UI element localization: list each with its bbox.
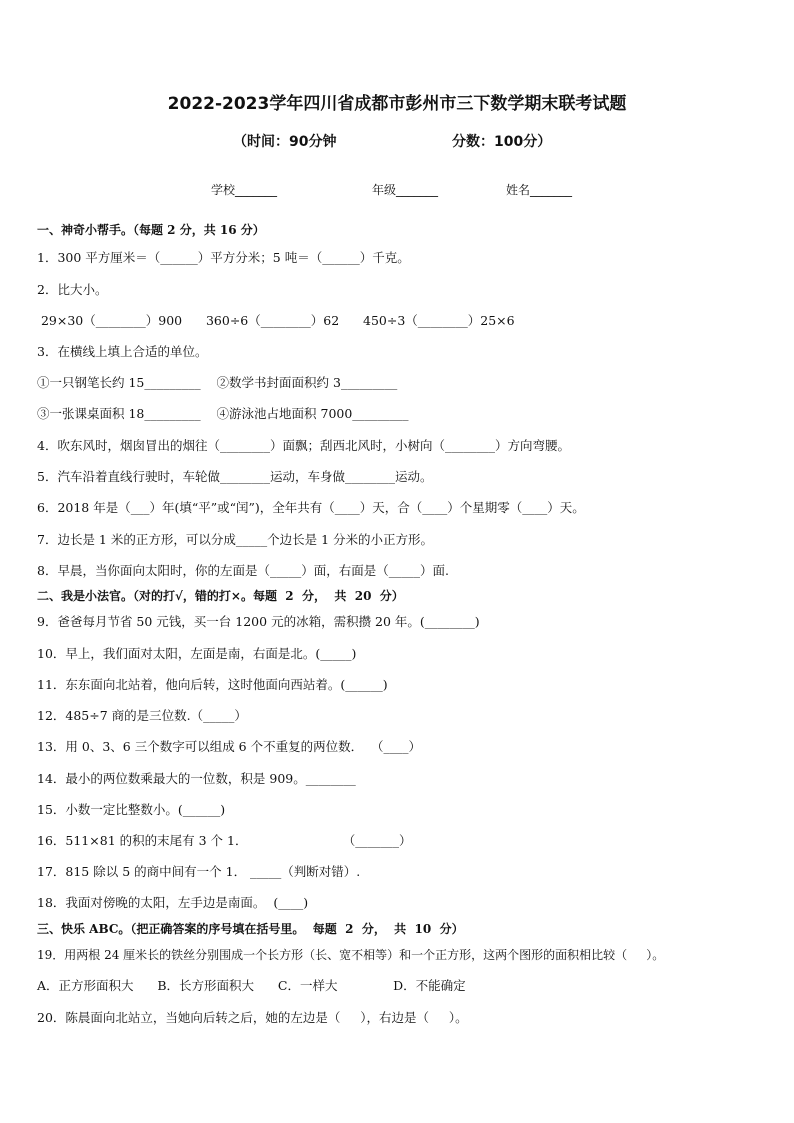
- question-5: 5．汽车沿着直线行驶时，车轮做________运动，车身做________运动。: [37, 469, 433, 484]
- question-3-items-b: ③一张课桌面积 18_________ ④游泳池占地面积 7000_________: [37, 406, 409, 421]
- time-limit: （时间：90分钟: [233, 134, 337, 150]
- question-19-options: A．正方形面积大 B．长方形面积大 C．一样大 D．不能确定: [37, 978, 466, 993]
- question-19: 19．用两根 24 厘米长的铁丝分别围成一个长方形（长、宽不相等）和一个正方形，这两个图形的面积相比较（ ）。: [37, 948, 665, 962]
- name-field: 姓名_______: [506, 183, 573, 197]
- question-17: 17．815 除以 5 的商中间有一个 1． _____（判断对错）.: [37, 864, 361, 879]
- question-20: 20．陈晨面向北站立，当她向后转之后，她的左边是（ ），右边是（ ）。: [37, 1010, 468, 1025]
- question-11: 11．东东面向北站着，他向后转，这时他面向西站着。(______): [37, 677, 388, 692]
- question-2: 2．比大小。: [37, 282, 108, 297]
- question-9: 9．爸爸每月节省 50 元钱，买一台 1200 元的冰箱，需积攒 20 年。(________): [37, 614, 480, 629]
- total-score: 分数：100分）: [452, 134, 552, 150]
- question-6: 6．2018 年是（___）年(填“平”或“闰”)，全年共有（____）天，合（____）个星期零（____）天。: [37, 500, 585, 515]
- grade-field: 年级_______: [372, 183, 439, 197]
- question-14: 14．最小的两位数乘最大的一位数，积是 909。________: [37, 771, 356, 786]
- question-10: 10．早上，我们面对太阳，左面是南，右面是北。(_____): [37, 646, 357, 661]
- question-12: 12．485÷7 商的是三位数.（_____）: [37, 708, 247, 723]
- question-4: 4．吹东风时，烟囱冒出的烟往（________）面飘；刮西北风时，小树向（________）方向弯腰。: [37, 438, 570, 453]
- section-3-heading: 三、快乐 ABC。（把正确答案的序号填在括号里。 每题 2 分， 共 10 分）: [37, 922, 464, 936]
- section-1-heading: 一、神奇小帮手。（每题 2 分，共 16 分）: [37, 223, 265, 237]
- question-7: 7．边长是 1 米的正方形，可以分成_____个边长是 1 分米的小正方形。: [37, 532, 434, 547]
- question-18: 18．我面对傍晚的太阳，左手边是南面。 (____): [37, 895, 309, 910]
- question-8: 8．早晨，当你面向太阳时，你的左面是（_____）面，右面是（_____）面.: [37, 563, 449, 578]
- question-1: 1．300 平方厘米＝（______）平方分米；5 吨＝（______）千克。: [37, 250, 410, 265]
- section-2-heading: 二、我是小法官。（对的打√，错的打×。每题 2 分， 共 20 分）: [37, 589, 404, 603]
- page-title: 2022-2023学年四川省成都市彭州市三下数学期末联考试题: [167, 94, 627, 114]
- question-13: 13．用 0、3、6 三个数字可以组成 6 个不重复的两位数． （____）: [37, 739, 422, 754]
- question-15: 15．小数一定比整数小。(______): [37, 802, 226, 817]
- question-3: 3．在横线上填上合适的单位。: [37, 344, 208, 359]
- question-16: 16．511×81 的积的末尾有 3 个 1． （_______）: [37, 833, 412, 848]
- question-3-items-a: ①一只钢笔长约 15_________ ②数学书封面面积约 3_________: [37, 375, 398, 390]
- question-2-items: 29×30（________）900 360÷6（________）62 450÷3（________）25×6: [37, 313, 515, 328]
- school-field: 学校_______: [211, 183, 278, 197]
